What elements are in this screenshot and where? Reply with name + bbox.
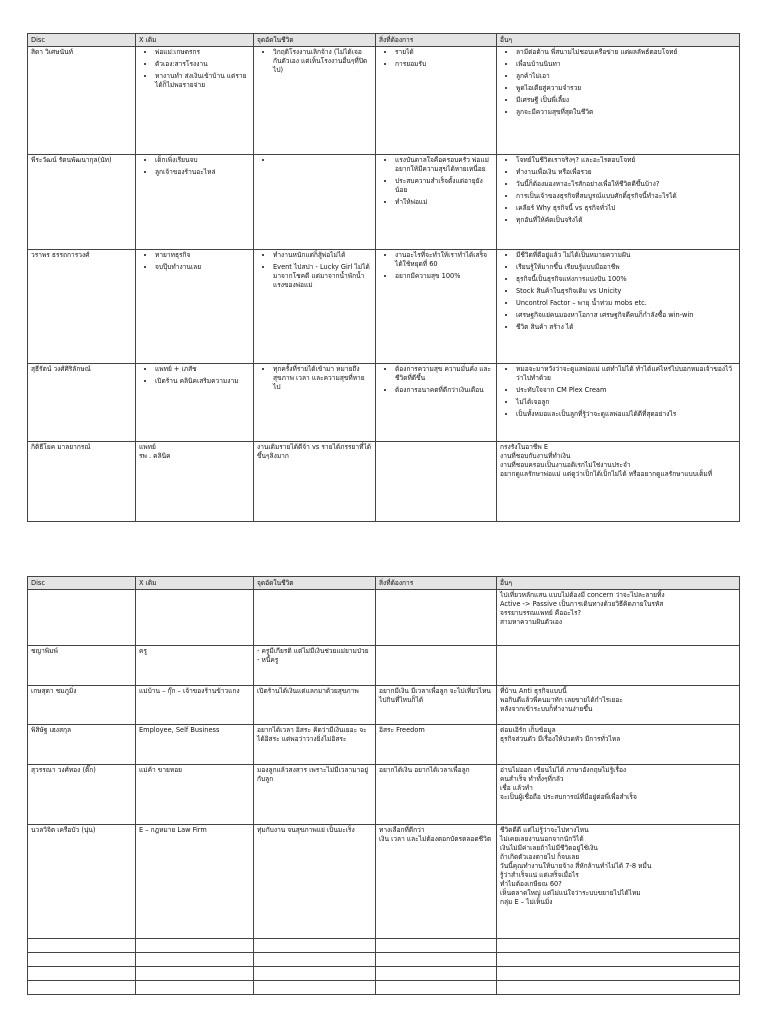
- empty-cell: [254, 939, 376, 953]
- table-row: [28, 590, 740, 646]
- list-item: • เป็นทั้งหมอและเป็นลูกที่รู้ว่าจะดูแลพ่อแม่ได้ดีที่สุดอย่างไร: [516, 410, 736, 419]
- header-pain-point: จุดอัดในชีวิต: [254, 577, 376, 590]
- row-other-cell: ชีวิตดีดี แต่ไม่รู้ว่าจะไปทางไหน ไม่เคยเลยงานนอกจากนักวิได้ เงินไม่มีค่าเลยถ้าไม่มีชีวิตอยู่ใช้เงิน ถ้าเกิดตัวเองตายไป ก็จบเลย วันนี้คุณทำงานให้นายจ้าง สี่หักล้านทำไม่ได้ 7-8 หมื่น รู้ว่าสำเร็จแน่ แต่เสร็จเมื่อไร ทำไมต้องเกษียณ 60? เห็นตลาดใหญ่ แต่ไม่แน่ใจว่าระบบขยายไปได้ไหม กลุ่ม E – ไม่เห็นมิ่ง: [497, 825, 740, 939]
- row-pain-cell: [254, 47, 376, 155]
- profile-table-2: [27, 576, 740, 995]
- list-item: • โจทย์ในชีวิตเราจริงๆ? และอะไรตอบโจทย์: [516, 156, 736, 165]
- list-item: • Event ไปสปา - Lucky Girl ไม่ได้มาจากโชคดี แต่มาจากน้ำพักน้ำแรงของพ่อแม่: [273, 263, 372, 290]
- row-want-cell: [376, 250, 497, 364]
- list-item: • ตัวเอง:สารโรงงาน: [155, 60, 250, 69]
- list-item: • ต้องการความสุข ความมั่นคั่ง และชีวิตที่ดีขึ้น: [395, 365, 493, 383]
- header-wants: สิ่งที่ต้องการ: [376, 34, 497, 47]
- list-item: • ธุรกิจนี้เป็นธุรกิจแห่งการแบ่งปัน 100%: [516, 275, 736, 284]
- empty-cell: [136, 981, 254, 995]
- table-row: [28, 765, 740, 825]
- empty-cell: [28, 967, 136, 981]
- empty-cell: [497, 967, 740, 981]
- list-item: • เพื่อนบ้านนินทา: [516, 60, 736, 69]
- list-item: • อยากมีความสุข 100%: [395, 272, 493, 281]
- row-want-cell: ทางเลือกที่ดีกว่า เงิน เวลา และไม่ต้องตอกบัตรตลอดชีวิต: [376, 825, 497, 939]
- header-other: อื่นๆ: [497, 34, 740, 47]
- row-name: ชญาพิมพ์: [28, 646, 136, 686]
- list-item: • ประทับใจจาก CM Plex Cream: [516, 386, 736, 395]
- row-other-cell: [497, 364, 740, 442]
- list-item: • Stock สินค้าในธุรกิจเดิม vs Unicity: [516, 287, 736, 296]
- list-item: [273, 156, 372, 165]
- row-want-cell: [376, 646, 497, 686]
- empty-row: [28, 981, 740, 995]
- row-name: นวลวิจิต เครือบัว (นุ่น): [28, 825, 136, 939]
- table-row: [28, 364, 740, 442]
- row-x-cell: แพทย์ รพ . คลินิค: [136, 442, 254, 522]
- empty-cell: [497, 981, 740, 995]
- empty-cell: [376, 939, 497, 953]
- empty-cell: [28, 939, 136, 953]
- row-x-cell: E – กฎหมาย Law Firm: [136, 825, 254, 939]
- empty-cell: [376, 953, 497, 967]
- table-row: [28, 725, 740, 765]
- row-x-cell: Employee, Self Business: [136, 725, 254, 765]
- row-other-cell: [497, 155, 740, 250]
- list-item: • แพทย์ + เภสัช: [155, 365, 250, 374]
- list-item: • ทุกอันที่ให้คัดเป็นจริงได้: [516, 216, 736, 225]
- list-item: • ลูกค้าไม่เอา: [516, 72, 736, 81]
- table-row: [28, 686, 740, 725]
- row-x-cell: [136, 47, 254, 155]
- row-pain-cell: [254, 250, 376, 364]
- row-pain-cell: [254, 155, 376, 250]
- row-x-cell: แม่ค้า ขายหอย: [136, 765, 254, 825]
- table-row: [28, 47, 740, 155]
- row-pain-cell: เปิดร้านได้เงินแต่แลกมาด้วยสุขภาพ: [254, 686, 376, 725]
- list-item: • เศรษฐกิจแย่คนมองหาโอกาส เศรษฐกิจดีคนก็กำลังซื้อ win-win: [516, 311, 736, 320]
- row-name: สุธีรัตน์ วงศ์ศิริลักษณ์: [28, 364, 136, 442]
- header-x-original: X เดิม: [136, 577, 254, 590]
- list-item: • ชีวิต สินค้า สร้าง ได้: [516, 323, 736, 332]
- list-item: • วิกฤติโรงงานเลิกจ้าง (ไม่ได้เจอกันตัวเอง แต่เห็นโรงงานอื่นๆที่ปิดไป): [273, 48, 372, 75]
- profile-table-1: [27, 33, 740, 522]
- table-row: [28, 442, 740, 522]
- list-item: • ทำงานเพื่อเงิน หรือเพื่อรวย: [516, 168, 736, 177]
- header-x-original: X เดิม: [136, 34, 254, 47]
- header-other: อื่นๆ: [497, 577, 740, 590]
- row-x-cell: [136, 590, 254, 646]
- empty-cell: [376, 967, 497, 981]
- empty-cell: [376, 981, 497, 995]
- row-x-cell: [136, 364, 254, 442]
- list-item: • รายได้: [395, 48, 493, 57]
- row-other-cell: อ่านไม่ออก เขียนไม่ได้ ภาษาอังกฤษไม่รู้เรื่อง คนสำเร็จ ทำทั้งๆที่กลัว เชื่อ แล้วทำ จะเป็นผู้เชื่อถือ ประสบการณ์ที่มีอยู่ต่อพี่เพื่อสำเร็จ: [497, 765, 740, 825]
- list-item: • เปิดร้าน คลินิคเสริมความงาม: [155, 377, 250, 386]
- row-name: สิดา วิเศษนันท์: [28, 47, 136, 155]
- list-item: • การเป็นเจ้าของธุรกิจที่สมบูรณ์แบบศักดิ์ธุรกิจนี้ทำอะไรได้: [516, 192, 736, 201]
- row-want-cell: อยากได้เงิน อยากได้เวลาเพื่อลูก: [376, 765, 497, 825]
- list-item: • แรงบันดาลใจคือครอบครัว พ่อแม่อยากให้มีความสุขได้หายเหนื่อย: [395, 156, 493, 174]
- list-item: • ลามีต่อต้าน พี่สนามไม่ชอบเครือข่าย แต่ผลลัพธ์ตอบโจทย์: [516, 48, 736, 57]
- row-name: วราพร ธรรถการวงศ์: [28, 250, 136, 364]
- list-item: • ประสบความสำเร็จตั้งแต่อายุยังน้อย: [395, 177, 493, 195]
- list-item: • Uncontrol Factor – พายุ น้ำท่วม mobs etc.: [516, 299, 736, 308]
- row-name: พิสิษัฐ เฮงสกุล: [28, 725, 136, 765]
- row-x-cell: แม่บ้าน – กุ๊ก – เจ้าของร้านข้าวแกง: [136, 686, 254, 725]
- list-item: • งานอะไรที่จะทำให้เราทำได้เสร็จได้ใช้หยุดที่ 60: [395, 251, 493, 269]
- row-name: เกษสุดา ชมภูมิ่ง: [28, 686, 136, 725]
- row-want-cell: [376, 590, 497, 646]
- row-want-cell: [376, 47, 497, 155]
- row-pain-cell: - ครูมีเกียรติ แต่ไม่มีเงินช่วยแม่ยามป่วย - หนี้ครู: [254, 646, 376, 686]
- list-item: • ลูกจะมีความสุขที่สุดในชีวิต: [516, 108, 736, 117]
- row-pain-cell: [254, 364, 376, 442]
- row-name: สุวรรณา วงศ์ทอง (ติ๊ก): [28, 765, 136, 825]
- header-disc: Disc: [28, 577, 136, 590]
- empty-row: [28, 953, 740, 967]
- list-item: • พูดไอเดียสู่ความจำรวย: [516, 84, 736, 93]
- table-row: [28, 825, 740, 939]
- empty-cell: [28, 953, 136, 967]
- list-item: • เรียนรู้ให้มากขึ้น เรียนรู้แบบมืออาชีพ: [516, 263, 736, 272]
- list-item: • มีเศรษฐี เป็นพี่เลี้ยง: [516, 96, 736, 105]
- row-x-cell: [136, 250, 254, 364]
- row-name: กิติธีโยค มาลยากรณ์: [28, 442, 136, 522]
- header-wants: สิ่งที่ต้องการ: [376, 577, 497, 590]
- row-want-cell: [376, 155, 497, 250]
- row-other-cell: ไปเที่ยวหลักแสน แบบไม่ต้องมี concern ว่าจะไปละลายทิ้ง Active -> Passive เป็นการเดินทางด้วยวิธีคิดภายในรหัส จรรยาบรรณแพทย์ คืออะไร? สามหาความฝันตัวเอง: [497, 590, 740, 646]
- empty-cell: [136, 953, 254, 967]
- list-item: • การยอมรับ: [395, 60, 493, 69]
- row-pain-cell: มองลูกแล้วสงสาร เพราะไม่มีเวลามาอยู่กับลูก: [254, 765, 376, 825]
- row-pain-cell: อยากได้เวลา อิสระ คิดว่ามีเงินเยอะ จะได้อิสระ แต่พอว่าวางยิ่งไม่อิสระ: [254, 725, 376, 765]
- table-row: [28, 155, 740, 250]
- empty-cell: [254, 981, 376, 995]
- header-pain-point: จุดอัดในชีวิต: [254, 34, 376, 47]
- header-disc: Disc: [28, 34, 136, 47]
- list-item: • เคลียร์ Why ธุรกิจนี้ vs ธุรกิจทั่วไป: [516, 204, 736, 213]
- row-want-cell: [376, 364, 497, 442]
- row-other-cell: [497, 646, 740, 686]
- row-want-cell: อิสระ Freedom: [376, 725, 497, 765]
- table-header-row: [28, 34, 740, 47]
- empty-row: [28, 939, 740, 953]
- empty-cell: [136, 939, 254, 953]
- list-item: • วันนี้ก็ต้องมองหาอะไรสักอย่างเพื่อให้ชีวิตดีขึ้นบ้าง?: [516, 180, 736, 189]
- list-item: • พ่อแม่:เกษตรกร: [155, 48, 250, 57]
- list-item: • หางานทำ ส่งเงินเข้าบ้าน แต่รายได้ก็ไม่พอรายจ่าย: [155, 72, 250, 90]
- row-other-cell: ต่อมเอิร์ก เก็บข้อมูล ธุรกิจส่วนตัว มีเรื่องให้ปวดหัว มีการทั่วไหล: [497, 725, 740, 765]
- empty-row: [28, 967, 740, 981]
- list-item: • หมอจะมาหวังว่าจะดูแลพ่อแม่ แต่ทำไม่ได้ ทำได้แค่ไหร่ไปบอกหมอเจ้าของไว้ว่าไปทำด้วย: [516, 365, 736, 383]
- list-item: • ต้องการอนาคตที่ดีกว่าเงินเดือน: [395, 386, 493, 395]
- row-pain-cell: งานเดิมรายได้ดีจ้า vs รายได้ภรรยาที่ได้ขึ้นๆลิงมาก: [254, 442, 376, 522]
- table-header-row: [28, 577, 740, 590]
- row-other-cell: [497, 47, 740, 155]
- table-row: [28, 250, 740, 364]
- empty-cell: [254, 953, 376, 967]
- list-item: • ทำงานหนักแต่ก็สู้พ่อไม่ได้: [273, 251, 372, 260]
- empty-cell: [497, 953, 740, 967]
- list-item: • มีชีวิตที่ดีอยู่แล้ว ไม่ได้เป็นหมายความฝัน: [516, 251, 736, 260]
- list-item: • ลูกเจ้าของร้านอะไหล่: [155, 168, 250, 177]
- row-other-cell: ที่บ้าน Anti ธุรกิจแบบนี้ พอกินดีแล้วพี่คนมาทัก เลยขายได้กำไรเยอะ หลังจากเข้าระบบก็ทำงานง่ายขึ้น: [497, 686, 740, 725]
- row-pain-cell: ทุ่มกับงาน จนสุขภาพแย่ เป็นมะเร็ง: [254, 825, 376, 939]
- row-pain-cell: [254, 590, 376, 646]
- table-row: [28, 646, 740, 686]
- empty-cell: [136, 967, 254, 981]
- row-other-cell: [497, 250, 740, 364]
- row-x-cell: [136, 155, 254, 250]
- empty-cell: [28, 981, 136, 995]
- list-item: • จบปุ๊บทำงานเลย: [155, 263, 250, 272]
- list-item: • ทุกครั้งที่รายได้เข้ามา หมายถึง สุขภาพ เวลา และความสุขที่หายไป: [273, 365, 372, 392]
- row-want-cell: อยากมีเงิน มีเวลาเพื่อลูก จะไปเที่ยวไหน ไปกินที่ไหนก็ได้: [376, 686, 497, 725]
- list-item: • ไม่ได้เจอลูก: [516, 398, 736, 407]
- list-item: • เด็กเพิ่งเรียนจบ: [155, 156, 250, 165]
- empty-cell: [254, 967, 376, 981]
- row-name: [28, 590, 136, 646]
- row-other-cell: กรงรังในอาชีพ E งานที่ชอบกับงานที่ทำเงิน งานที่ชอบครอบเป็นงานอดิเรกไม่ใช่งานประจำ อยากดูแลรักษาพ่อแม่ แต่ดูว่าเป็กได้เป็กไม่ได้ หรืออยากดูแลรักษาแบบเต็มที่: [497, 442, 740, 522]
- row-name: พีระวัฒน์ รัตนพัฒนากุล(นัท): [28, 155, 136, 250]
- row-x-cell: ครู: [136, 646, 254, 686]
- list-item: • ทำให้พ่อแม่: [395, 198, 493, 207]
- empty-cell: [497, 939, 740, 953]
- list-item: • ทายาทธุรกิจ: [155, 251, 250, 260]
- row-want-cell: [376, 442, 497, 522]
